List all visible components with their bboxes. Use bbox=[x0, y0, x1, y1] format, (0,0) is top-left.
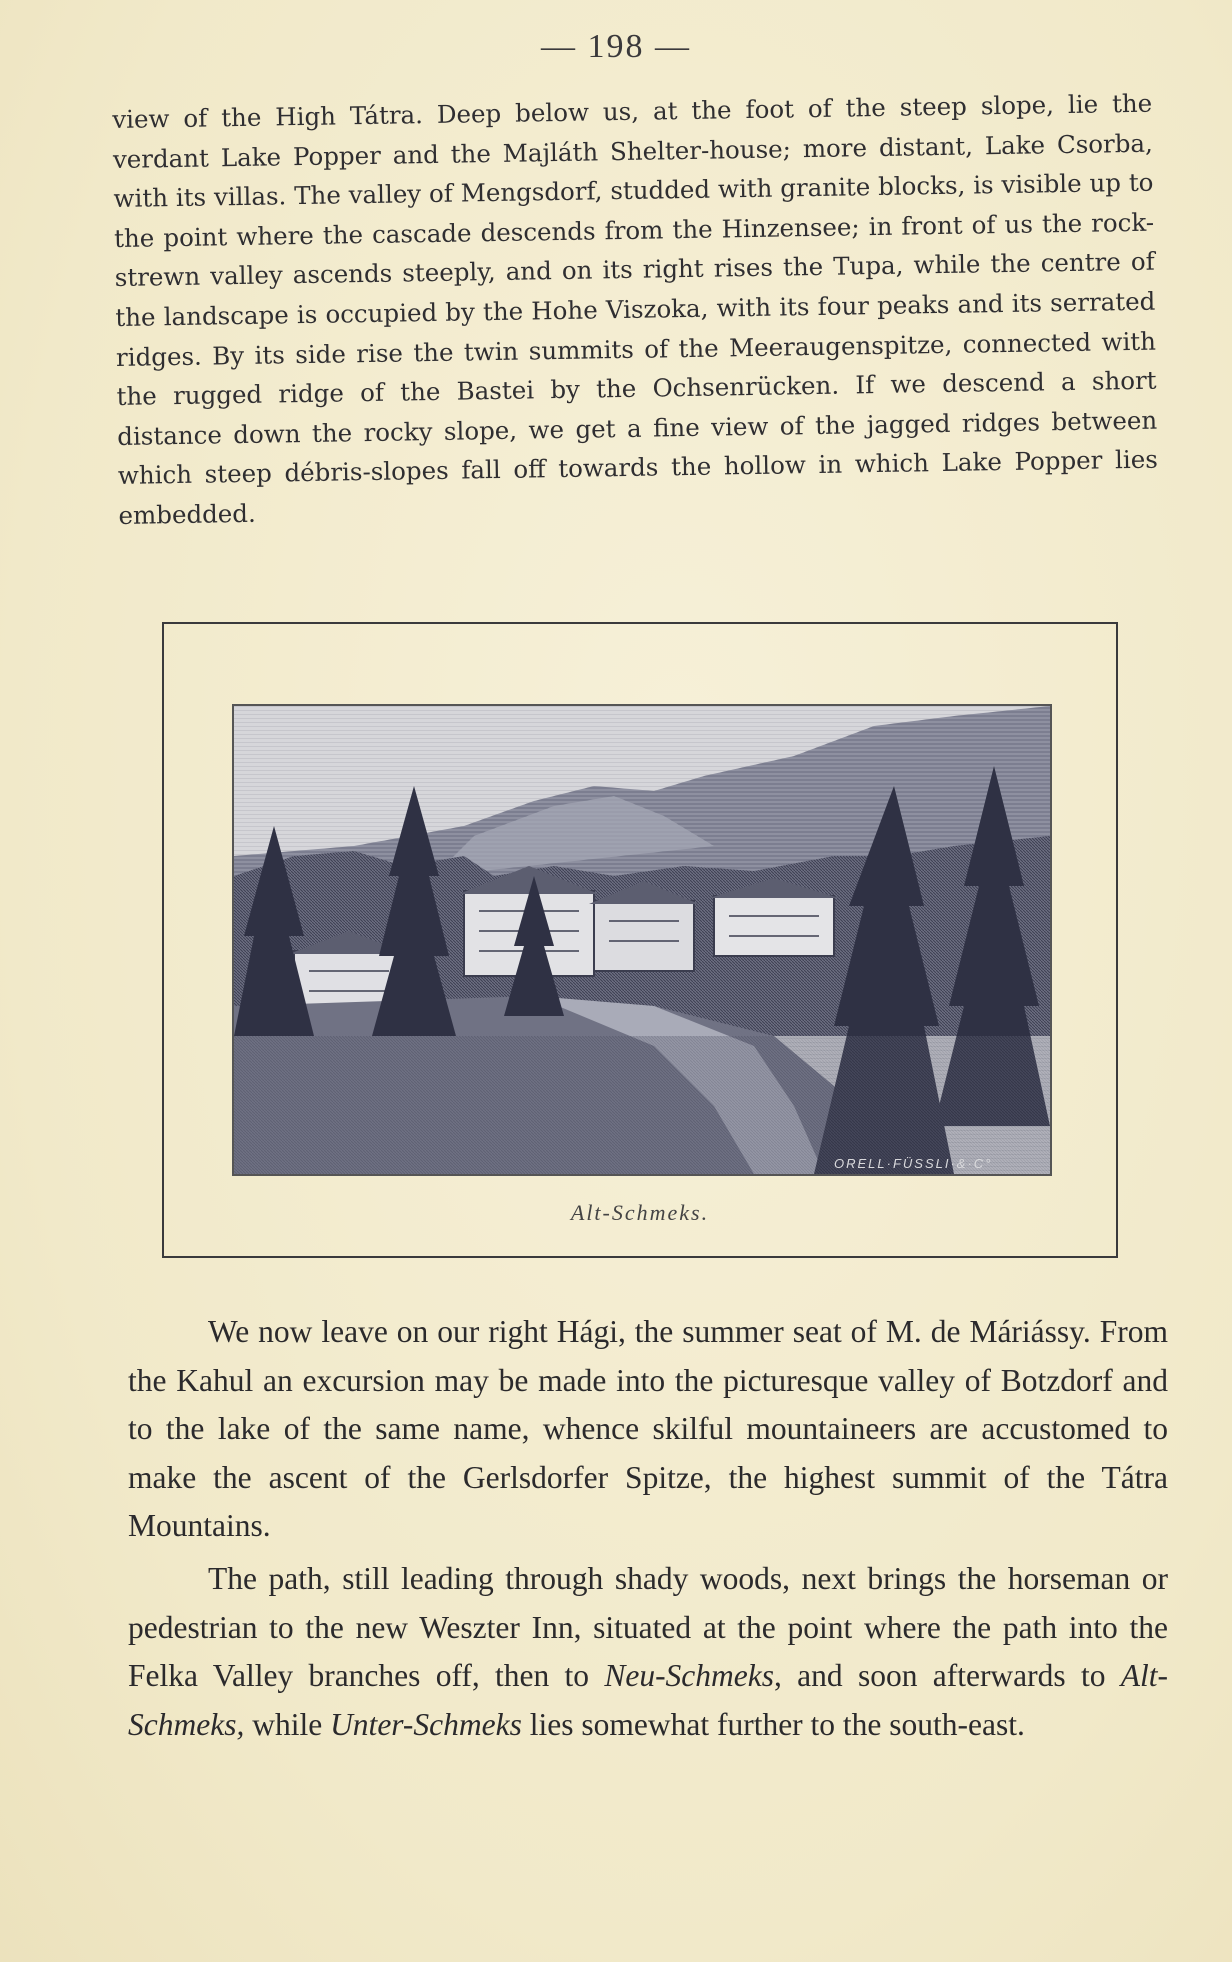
lower-text bbox=[128, 1308, 1168, 1749]
page-number: — 198 — bbox=[541, 28, 691, 65]
foreground-shading bbox=[234, 1036, 1050, 1174]
place-unter-schmeks: Unter-Schmeks bbox=[330, 1706, 522, 1742]
paragraph-hagi: We now leave on our right Hági, the summer seat of M. de Máriássy. From the Kahul an excursion may be made into the picturesque valley of Botzdorf and to the lake of the same name, whence skilful mountaineers are accustomed to make the ascent of the Gerlsdorfer Spitze, the highest summit of the Tátra Mountains. bbox=[128, 1314, 1168, 1544]
upper-paragraph: view of the High Tátra. Deep below us, at the foot of the steep slope, lie the verdant Lake Popper and the Majláth Shelter-house; more distant, Lake Csorba, with its villas. The valley of Mengsdorf, studded with granite blocks, is visible up to the point where the cascade descends from the Hinzensee; in front of us the rock-strewn valley ascends steeply, and on its right rises the Tupa, while the centre of the landscape is occupied by the Hohe Viszoka, with its four peaks and its serrated ridges. By its side rise the twin summits of the Meeraugenspitze, connected with the rugged ridge of the Bastei by the Ochsenrücken. If we descend a short distance down the rocky slope, we get a fine view of the jagged ridges between which steep débris-slopes fall off towards the hollow in which Lake Popper lies embedded. bbox=[112, 88, 1159, 530]
landscape-engraving-icon bbox=[234, 706, 1050, 1174]
figure-caption: Alt-Schmeks. bbox=[570, 1200, 710, 1225]
paragraph-path-text-3: while bbox=[244, 1706, 331, 1742]
place-neu-schmeks: Neu-Schmeks bbox=[604, 1658, 775, 1694]
alt-schmeks-engraving bbox=[232, 704, 1052, 1176]
engraver-signature: ORELL·FÜSSLI·&·C° bbox=[834, 1156, 993, 1171]
paragraph-path bbox=[128, 1555, 1168, 1749]
paragraph-path-text-4: lies somewhat further to the south-east. bbox=[521, 1706, 1025, 1742]
figure-frame bbox=[162, 622, 1118, 1258]
paragraph-path-text-2: , and soon afterwards to bbox=[774, 1658, 1121, 1694]
place-alt-schmeks: Alt-Schmeks, bbox=[128, 1658, 1168, 1742]
paragraph-path-text-1: The path, still leading through shady woods, next brings the horseman or pedestrian to the new Weszter Inn, situated at the point where the path into the Felka Valley branches off, then to bbox=[128, 1560, 1168, 1694]
